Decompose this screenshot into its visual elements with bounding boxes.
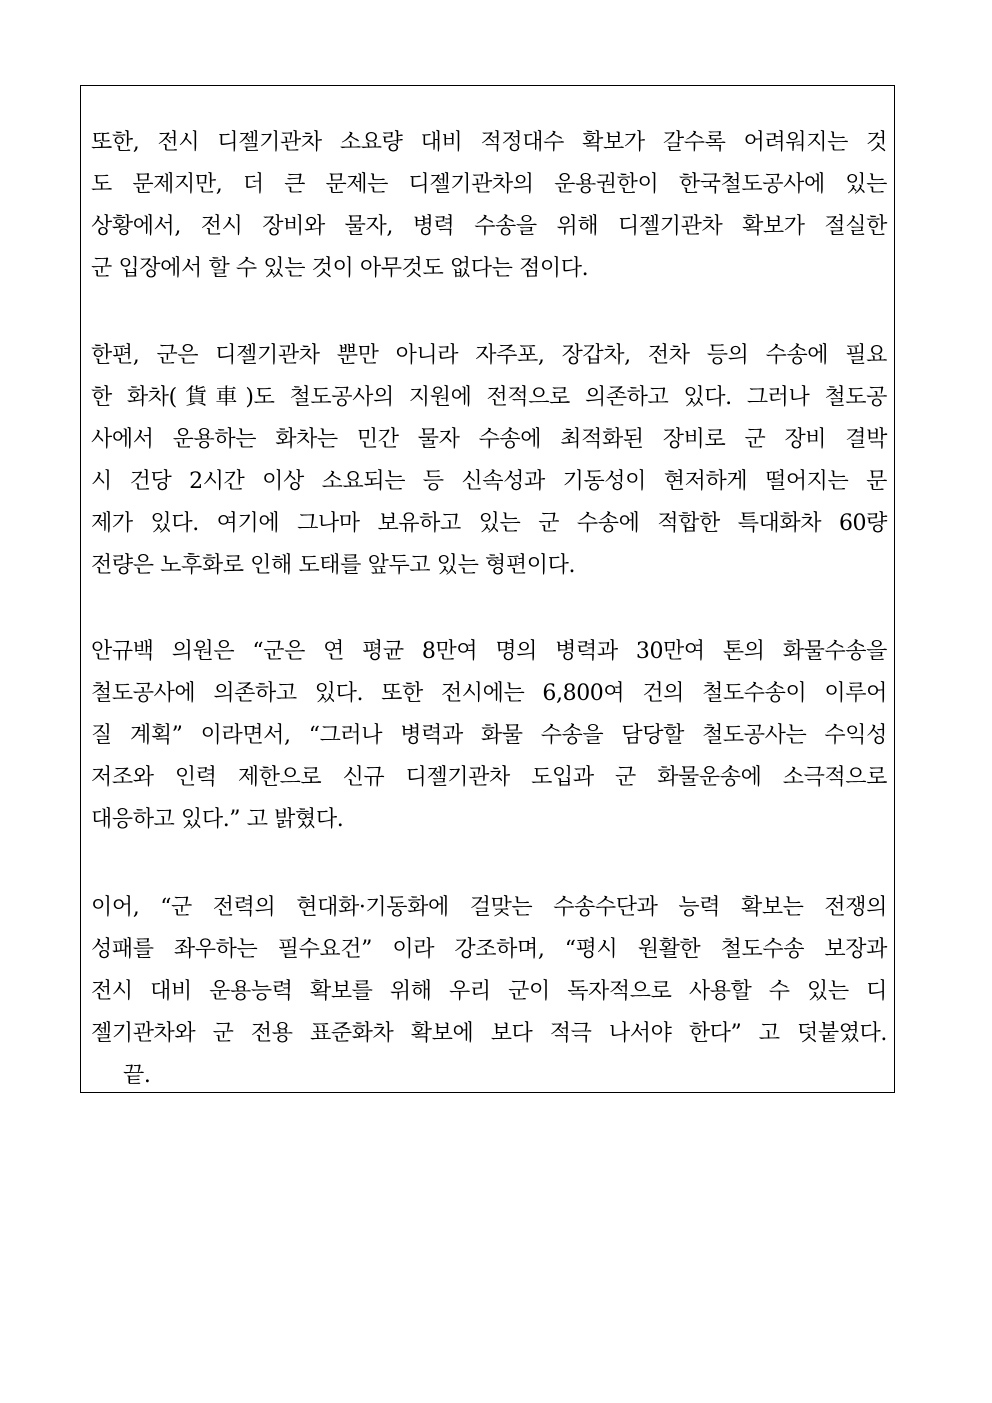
text-line: 이어, “군 전력의 현대화·기동화에 걸맞는 수송수단과 능력 확보는 전쟁의: [91, 895, 887, 920]
text-line: 안규백 의원은 “군은 연 평균 8만여 명의 병력과 30만여 톤의 화물수송을: [91, 639, 887, 664]
paragraph-freight-car-dependence: [91, 335, 887, 587]
press-release-text-box: [80, 85, 895, 1093]
paragraph-closing-remarks: [91, 887, 887, 1097]
text-line: 저조와 인력 제한으로 신규 디젤기관차 도입과 군 화물운송에 소극적으로: [91, 765, 887, 790]
text-line: 제가 있다. 여기에 그나마 보유하고 있는 군 수송에 적합한 특대화차 60량: [91, 511, 887, 536]
text-line: 질 계획” 이라면서, “그러나 병력과 화물 수송을 담당할 철도공사는 수익성: [91, 723, 887, 748]
text-line: 시 건당 2시간 이상 소요되는 등 신속성과 기동성이 현저하게 떨어지는 문: [91, 469, 887, 494]
end-marker: 끝.: [123, 1063, 151, 1088]
text-line: 한편, 군은 디젤기관차 뿐만 아니라 자주포, 장갑차, 전차 등의 수송에 필요: [91, 343, 887, 368]
text-line: 대응하고 있다.” 고 밝혔다.: [91, 807, 344, 832]
text-line: 상황에서, 전시 장비와 물자, 병력 수송을 위해 디젤기관차 확보가 절실한: [91, 214, 887, 239]
text-line: 한 화차(貨車)도 철도공사의 지원에 전적으로 의존하고 있다. 그러나 철도공: [91, 385, 887, 410]
text-line: 성패를 좌우하는 필수요건” 이라 강조하며, “평시 원활한 철도수송 보장과: [91, 937, 887, 962]
text-line: 젤기관차와 군 전용 표준화차 확보에 보다 적극 나서야 한다” 고 덧붙였다.: [91, 1021, 887, 1046]
text-line: 사에서 운용하는 화차는 민간 물자 수송에 최적화된 장비로 군 장비 결박: [91, 427, 887, 452]
text-line: 전시 대비 운용능력 확보를 위해 우리 군이 독자적으로 사용할 수 있는 디: [91, 979, 887, 1004]
paragraph-diesel-locomotive-control: [91, 122, 887, 290]
text-line: 또한, 전시 디젤기관차 소요량 대비 적정대수 확보가 갈수록 어려워지는 것: [91, 130, 887, 155]
paragraph-lawmaker-statement: [91, 631, 887, 841]
text-line: 도 문제지만, 더 큰 문제는 디젤기관차의 운용권한이 한국철도공사에 있는: [91, 172, 887, 197]
text-line: 철도공사에 의존하고 있다. 또한 전시에는 6,800여 건의 철도수송이 이루어: [91, 681, 887, 706]
text-line: 전량은 노후화로 인해 도태를 앞두고 있는 형편이다.: [91, 553, 576, 578]
text-line: 군 입장에서 할 수 있는 것이 아무것도 없다는 점이다.: [91, 256, 589, 281]
